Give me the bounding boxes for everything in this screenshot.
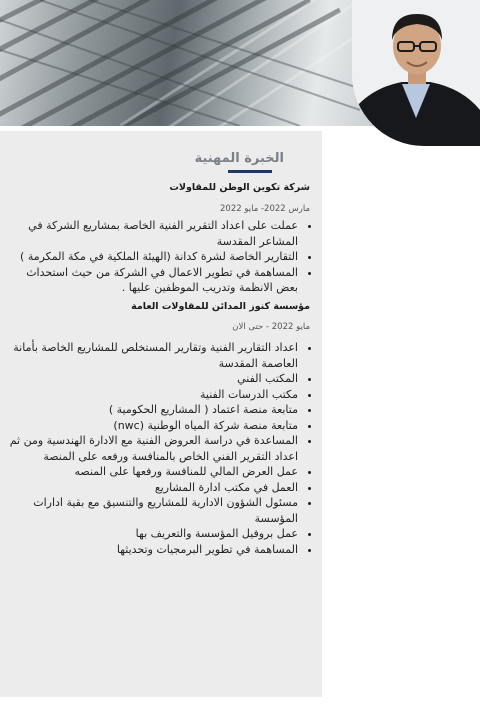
duty-item: • العمل في مكتب ادارة المشاريع [2, 480, 298, 496]
duty-item: • متابعة منصة شركة المياه الوطنية (nwc) [2, 418, 298, 434]
duty-item: • اعداد التقارير الفنية وتقارير المستخلص للمشاريع الخاصة بأمانة العاصمة المقدسة [2, 340, 298, 371]
experience-content [0, 131, 314, 697]
duties-list [2, 218, 314, 296]
duty-item: • المساهمة في تطوير البرمجيات وتحديثها [2, 542, 298, 558]
section-title-underline [228, 170, 272, 173]
duties-list [2, 340, 314, 557]
duty-item: • المساعدة في دراسة العروض الفنية مع الادارة الهندسية ومن ثم اعداد التقرير الفني الخاص بالمنافسة ورفعه على المنصة [2, 433, 298, 464]
duty-item: • مسئول الشؤون الادارية للمشاريع والتنسيق مع بقية ادارات المؤسسة [2, 495, 298, 526]
duty-item: • عمل العرض المالي للمنافسة ورفعها على المنصه [2, 464, 298, 480]
section-title: الخبرة المهنية [194, 151, 284, 166]
duty-item: • التقارير الخاصة لشرة كدانة (الهيئة الملكية في مكة المكرمة ) [2, 249, 298, 265]
job-period: مارس 2022- مايو 2022 [220, 204, 310, 214]
job-period: مايو 2022 - حتى الان [232, 322, 310, 332]
duty-item: • المساهمة في تطوير الاعمال في الشركة من حيث استحداث بعض الانظمة وتدريب الموظفين عليها . [2, 265, 298, 296]
duty-item: • مكتب الدرسات الفنية [2, 387, 298, 403]
duty-item: • المكتب الفني [2, 371, 298, 387]
company-name: مؤسسة كنوز المدائن للمقاولات العامة [131, 301, 310, 312]
duty-item: • عملت على اعداد التقرير الفنية الخاصة بمشاريع الشركة في المشاعر المقدسة [2, 218, 298, 249]
company-name: شركة تكوين الوطن للمقاولات [169, 182, 310, 193]
duty-item: • متابعة منصة اعتماد ( المشاريع الحكومية ) [2, 402, 298, 418]
duty-item: • عمل بروفيل المؤسسة والتعريف بها [2, 526, 298, 542]
experience-panel [0, 131, 322, 697]
